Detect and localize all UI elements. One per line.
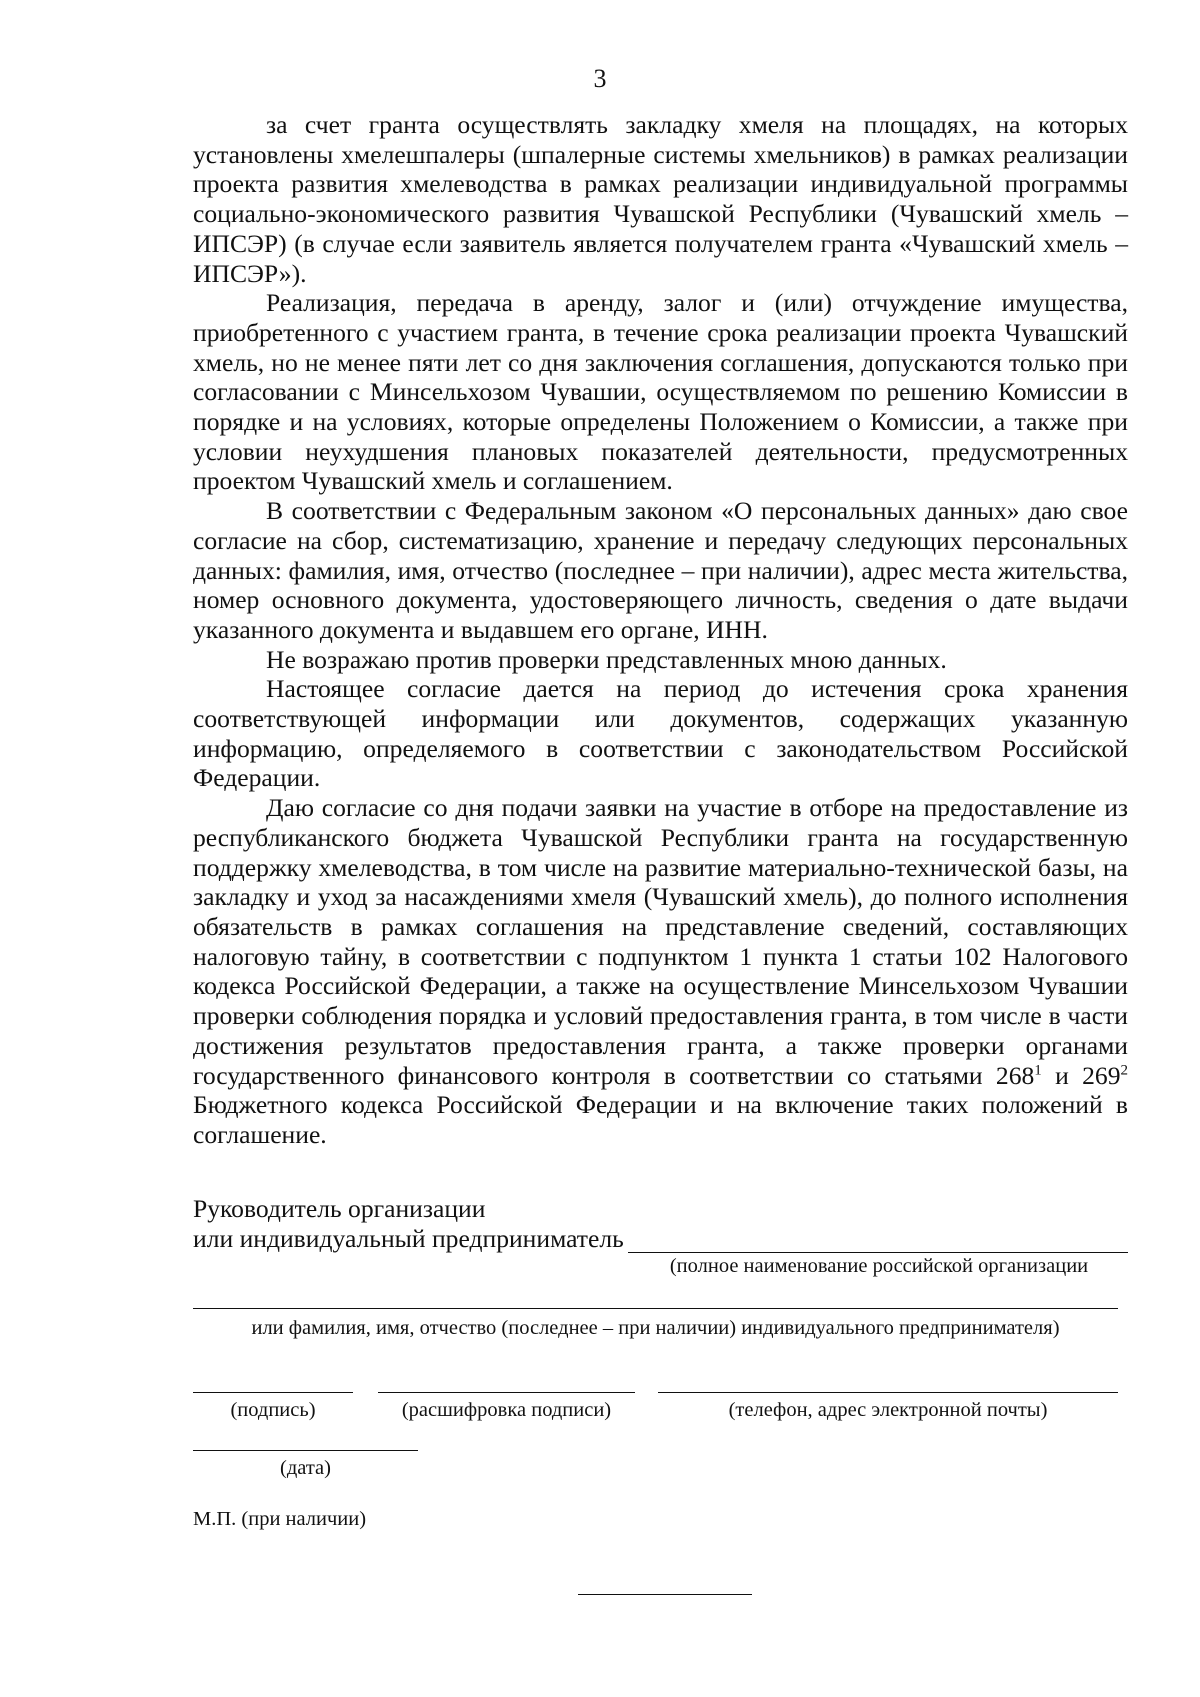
- fio-caption: или фамилия, имя, отчество (последнее – при наличии) индивидуального предпринимателя): [251, 1317, 1060, 1339]
- signature-decoding-field[interactable]: [378, 1392, 635, 1393]
- org-name-field[interactable]: [628, 1228, 1128, 1253]
- paragraph-no-objection: Не возражаю против проверки представленных мною данных.: [266, 644, 947, 674]
- signer-title-row: [193, 1224, 1128, 1254]
- contact-caption: (телефон, адрес электронной почты): [728, 1399, 1048, 1421]
- tax-consent-text-a: Даю согласие со дня подачи заявки на участие в отборе на предоставление из республиканского бюджета Чувашской Республики гранта на государственную поддержку хмелеводства, в том числе на развитие материально-технической базы, на закладку и уход за насаждениями хмеля (Чувашский хмель), до полного исполнения обязательств в рамках соглашения на представление сведений, составляющих налоговую тайну, в соответствии с подпунктом 1 пункта 1 статьи 102 Налогового кодекса Российской Федерации, а также на осуществление Минсельхозом Чувашии проверки соблюдения порядка и условий предоставления гранта, в том числе в части достижения результатов предоставления гранта, а также проверки органами государственного финансового контроля в соответствии со статьями 268: [193, 793, 1128, 1090]
- fio-field[interactable]: [193, 1308, 1118, 1309]
- signature-caption: (подпись): [230, 1399, 316, 1421]
- signature-decoding-caption: (расшифровка подписи): [401, 1399, 612, 1421]
- paragraph-property-realization: Реализация, передача в аренду, залог и (или) отчуждение имущества, приобретенного с участием гранта, в течение срока реализации проекта Чувашский хмель, но не менее пяти лет со дня заключения соглашения, допускаются только при согласовании с Минсельхозом Чувашии, осуществляемом по решению Комиссии в порядке и на условиях, которые определены Положением о Комиссии, а также при условии неухудшения плановых показателей деятельности, предусмотренных проектом Чувашский хмель и соглашением.: [193, 288, 1128, 496]
- signer-title-line2: или индивидуальный предприниматель: [193, 1223, 624, 1253]
- paragraph-personal-data: В соответствии с Федеральным законом «О персональных данных» даю свое согласие на сбор, систематизацию, хранение и передачу следующих персональных данных: фамилия, имя, отчество (последнее – при наличии), адрес места жительства, номер основного документа, удостоверяющего личность, сведения о дате выдачи указанного документа и выдавшем его органе, ИНН.: [193, 496, 1128, 644]
- paragraph-consent-period: Настоящее согласие дается на период до истечения срока хранения соответствующей информации или документов, содержащих указанную информацию, определяемого в соответствии с законодательством Российской Федерации.: [193, 674, 1128, 793]
- superscript-1: 1: [1034, 1061, 1042, 1078]
- date-field[interactable]: [193, 1450, 418, 1451]
- tax-consent-text-c: Бюджетного кодекса Российской Федерации и на включение таких положений в соглашение.: [193, 1090, 1128, 1149]
- paragraph-continuation: за счет гранта осуществлять закладку хмеля на площадях, на которых установлены хмелешпалеры (шпалерные системы хмельников) в рамках реализации проекта развития хмелеводства в рамках реализации индивидуальной программы социально-экономического развития Чувашской Республики (Чувашский хмель – ИПСЭР) (в случае если заявитель является получателем гранта «Чувашский хмель – ИПСЭР»).: [193, 110, 1128, 288]
- page-number: 3: [593, 64, 607, 93]
- signature-block: [193, 1194, 1128, 1253]
- stamp-place: М.П. (при наличии): [193, 1508, 367, 1530]
- consent-text: [193, 110, 1128, 1150]
- superscript-2: 2: [1120, 1061, 1128, 1078]
- date-caption: (дата): [280, 1457, 331, 1479]
- document-end-line: [578, 1594, 752, 1595]
- contact-field[interactable]: [658, 1392, 1118, 1393]
- org-name-caption: (полное наименование российской организации: [669, 1255, 1089, 1277]
- paragraph-tax-secret-consent: [193, 793, 1128, 1149]
- signer-title-line1: Руководитель организации: [193, 1194, 486, 1223]
- signature-field[interactable]: [193, 1392, 353, 1393]
- tax-consent-text-b: и 269: [1041, 1060, 1121, 1090]
